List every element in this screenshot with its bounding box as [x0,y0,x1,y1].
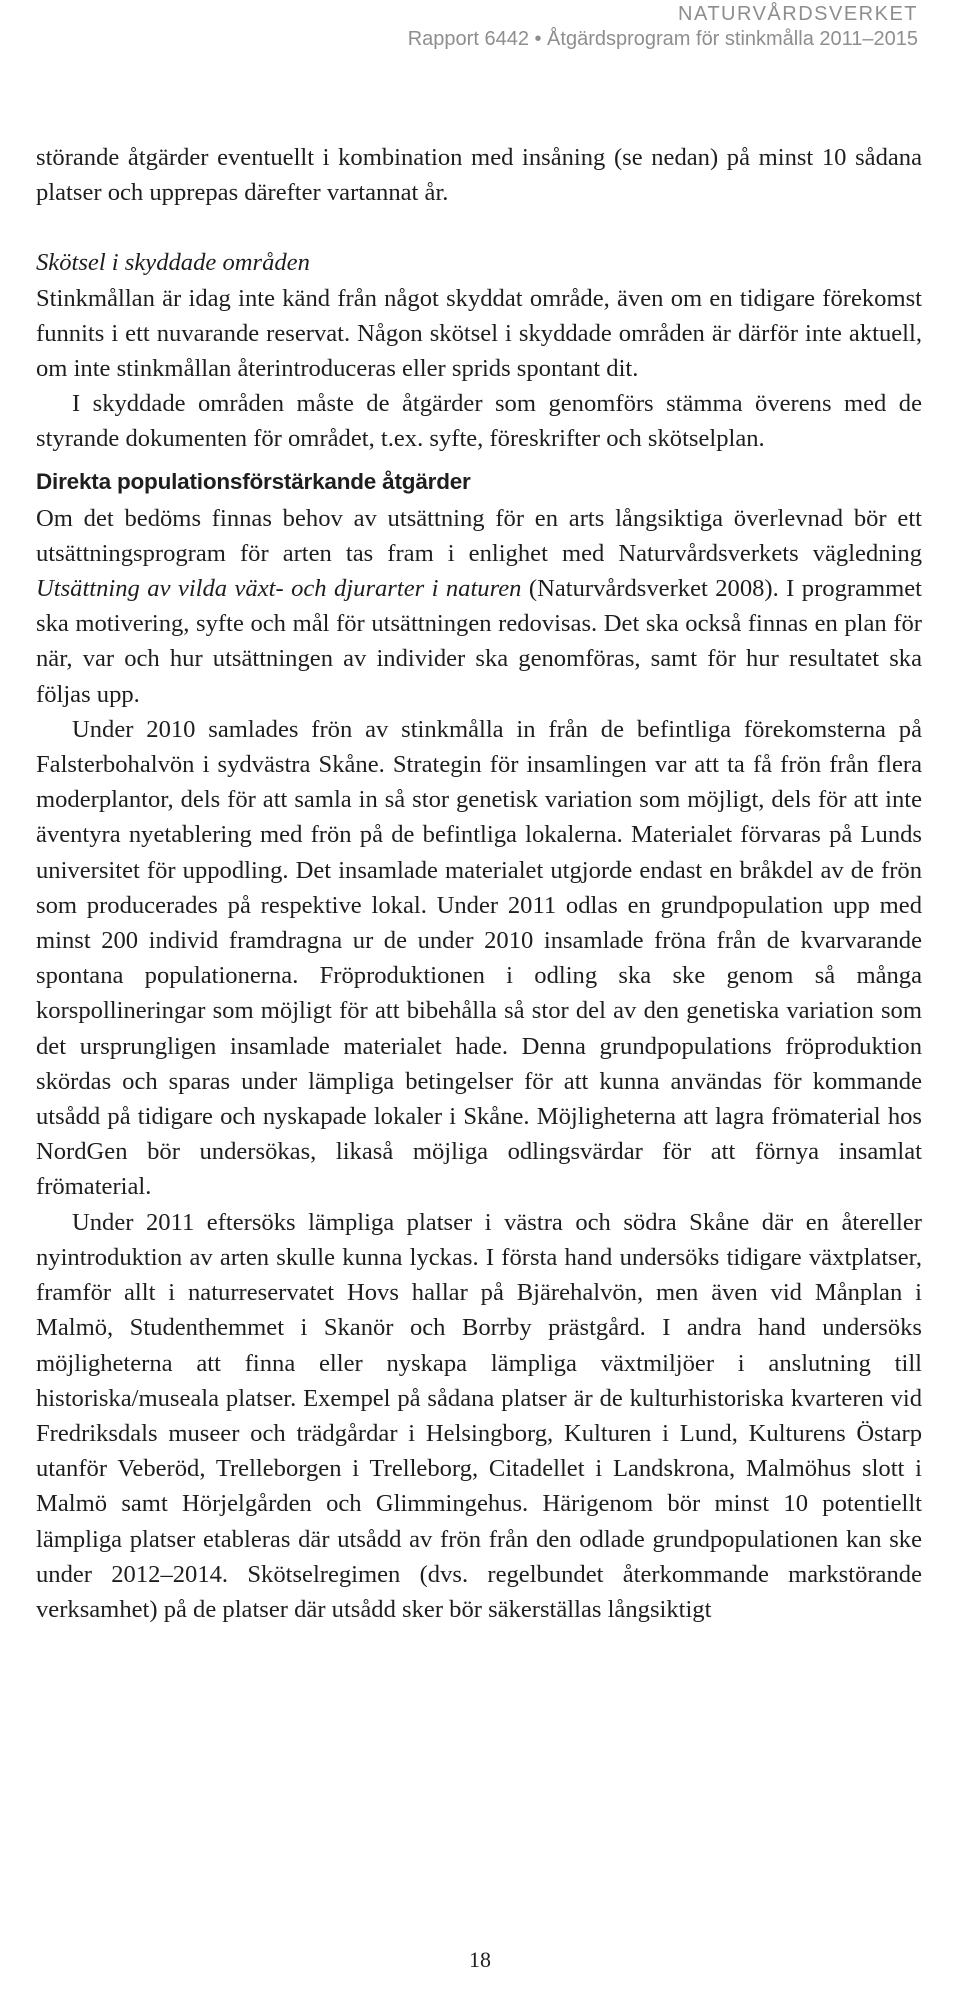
direkta-paragraph-2: Under 2010 samlades frön av stinkmålla in från de befintliga förekomsterna på Falsterbohalvön i sydvästra Skåne. Strategin för insamlingen var att ta få frön från flera moderplantor, dels för att samla in så stor genetisk variation som möjligt, dels för att inte äventyra nyetablering med frön på de befintliga lokalerna. Materialet förvaras på Lunds universitet för uppodling. Det insamlade materialet utgjorde endast en bråkdel av de frön som producerades på respektive lokal. Under 2011 odlas en grundpopulation upp med minst 200 individ framdragna ur de under 2010 insamlade fröna från de kvarvarande spontana populationerna. Fröproduktionen i odling ska ske genom så många korspollineringar som möjligt för att bibehålla så stor del av den genetiska variation som det ursprungligen insamlade materialet hade. Denna grundpopulations fröproduktion skördas och sparas under lämpliga betingelser för att kunna användas för kommande utsådd på tidigare och nyskapade lokaler i Skåne. Möjligheterna att lagra frömaterial hos NordGen bör undersökas, likaså möjliga odlingsvärdar för att förnya insamlat frömaterial. [36,715,922,1201]
guidance-title: Utsättning av vilda växt- och djurarter i naturen [36,575,522,603]
skotsel-paragraph-2: I skyddade områden måste de åtgärder som genomförs stämma överens med de styrande dokumenten för området, t.ex. syfte, föreskrifter och skötselplan. [36,390,922,453]
skotsel-paragraph-1: Stinkmållan är idag inte känd från något skyddat område, även om en tidigare förekomst funnits i ett nuvarande reservat. Någon skötsel i skyddade områden är därför inte aktuell, om inte stinkmållan återintroduceras eller sprids spontant dit. [36,284,922,383]
direkta-paragraph-3: Under 2011 eftersöks lämpliga platser i västra och södra Skåne där en återeller nyintroduktion av arten skulle kunna lyckas. I första hand undersöks tidigare växtplatser, framför allt i naturreservatet Hovs hallar på Bjärehalvön, men även vid Månplan i Malmö, Studenthemmet i Skanör och Borrby prästgård. I andra hand undersöks möjligheterna att finna eller nyskapa lämpliga växtmiljöer i anslutning till historiska/museala platser. Exempel på sådana platser är de kulturhistoriska kvarteren vid Fredriksdals museer och trädgårdar i Helsingborg, Kulturen i Lund, Kulturens Östarp utanför Veberöd, Trelleborgen i Trelleborg, Citadellet i Landskrona, Malmöhus slott i Malmö samt Hörjelgården och Glimmingehus. Härigenom bör minst 10 potentiellt lämpliga platser etableras där utsådd av frön från den odlade grundpopulationen kan ske under 2012–2014. Skötselregimen (dvs. regelbundet återkommande markstörande verksamhet) på de platser där utsådd sker bör säkerställas långsiktigt [36,1208,922,1623]
header-organization: NATURVÅRDSVERKET [678,3,918,25]
page-number: 18 [469,1947,491,1972]
direkta-paragraph-1 [36,501,922,712]
direkta-paragraph-1-end: (Naturvårdsverket 2008). I programmet ska motivering, syfte och mål för utsättningen redovisas. Det ska också finnas en plan för när, var och hur utsättningen av individer ska genomföras, samt för hur resultatet ska följas upp. [36,575,922,708]
document-body [36,140,922,1627]
section-heading-skotsel: Skötsel i skyddade områden [36,249,310,277]
section-heading-direkta: Direkta populationsförstärkande åtgärder [36,468,471,494]
page-header [408,2,918,52]
intro-paragraph: störande åtgärder eventuellt i kombination med insåning (se nedan) på minst 10 sådana platser och upprepas därefter vartannat år. [36,144,922,207]
header-report-title: Rapport 6442 • Åtgärdsprogram för stinkmålla 2011–2015 [407,28,918,50]
direkta-paragraph-1-start: Om det bedöms finnas behov av utsättning för en arts långsiktiga överlevnad bör ett utsättningsprogram för arten tas fram i enlighet med Naturvårdsverkets vägledning [36,504,922,567]
